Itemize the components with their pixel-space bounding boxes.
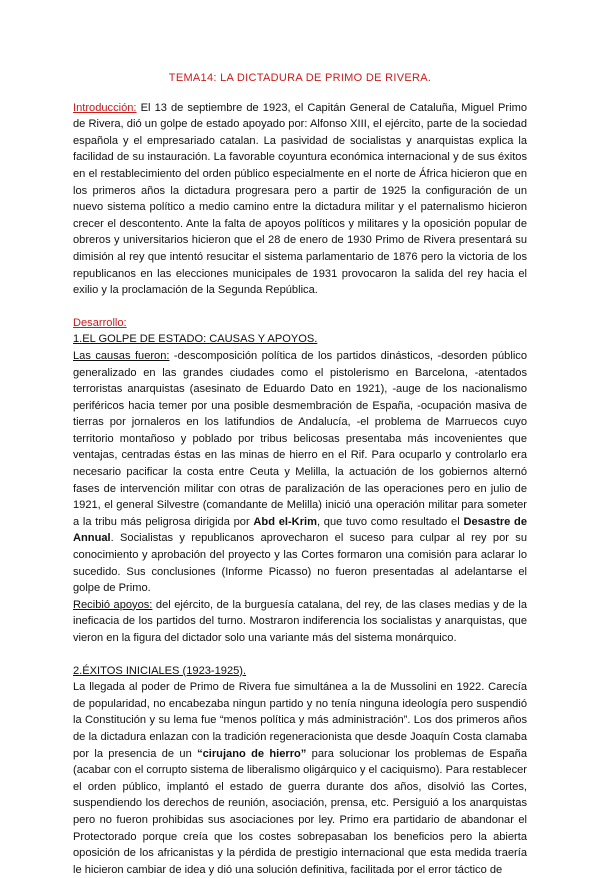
apoyos-label: Recibió apoyos: [73,598,153,611]
causas-text-a: -descomposición política de los partidos dinásticos, -desorden público generalizado en las grandes ciudades como el pistolerismo en Barcelona, -atentados terroristas anarquistas (asesinato de Eduardo Dato en 1921), -auge de los nacionalismo periféricos hacia temer por una posible desmembración de España, -ocupación masiva de tierras por jornaleros en los latifundios de Andalucía, -el problema de Marruecos cuyo territorio montañoso y poblado por tribus belicosas presentaba más incovenientes que ventajas, centradas éstas en las minas de hierro en el Rif. Para ocuparlo y controlarlo era necesario pacificar la costa entre Ceuta y Melilla, la actuación de los gobiernos alternó fases de intervención militar con otras de paralización de las operaciones pero en julio de 1921, el general Silvestre (comandante de Melilla) inició una operación militar para someter a la tribu más peligrosa dirigida por [73,349,527,528]
section2-heading: 2.ÉXITOS INICIALES (1923-1925). [73,664,247,677]
causas-text-b: , que tuvo como resultado el [316,515,464,528]
section2-heading-line [73,663,527,680]
causas-label: Las causas fueron: [73,349,170,362]
causas-text-c: . Socialistas y republicanos aprovecharon el suceso para culpar al rey por su conocimiento y aprobación del proyecto y las Cortes formaron una comisión para aclarar lo sucedido. Sus conclusiones (Informe Picasso) no fueron presentadas al adelantarse el golpe de Primo. [73,532,527,595]
desastre-annual-bold: Desastre de Annual [73,515,528,545]
section2-paragraph [73,679,527,878]
abd-el-krim-bold: Abd el-Krim [253,515,317,528]
section1-heading-line [73,331,527,348]
section2-text-b: para solucionar los problemas de España (acabar con el corrupto sistema de liberalismo oligárquico y el caciquismo). Para restablecer el orden público, implantó el estado de guerra durante dos años, disolvió las Cortes, suspendiendo los derechos de reunión, asociación, prensa, etc. Persiguió a los anarquistas pero no fueron prohibidas sus asociaciones por ley. Primo era partidario de abandonar el Protectorado porque creía que los costes sobrepasaban los beneficios pero la abierta oposición de los africanistas y la pérdida de prestigio internacional que esta medida traería le hicieron cambiar de idea y dió una solución definitiva, facilitada por el error táctico de [73,747,527,876]
section1-heading: 1.EL GOLPE DE ESTADO: CAUSAS Y APOYOS. [73,333,318,346]
document-title: TEMA14: LA DICTADURA DE PRIMO DE RIVERA. [168,72,432,84]
desarrollo-label: Desarrollo: [73,316,127,329]
intro-label: Introducción: [73,101,137,114]
intro-paragraph [73,100,527,299]
apoyos-text: del ejército, de la burguesía catalana, del rey, de las clases medias y de la ineficacia de los partidos del turno. Mostraron indiferencia los socialistas y anarquistas, que vieron en la figura del dictador solo una variante más del sistema monárquico. [73,598,528,644]
causas-paragraph [73,348,527,597]
intro-text: El 13 de septiembre de 1923, el Capitán General de Cataluña, Miguel Primo de Rivera, dió un golpe de estado apoyado por: Alfonso XIII, el ejército, parte de la sociedad española y el empresariado catalan. La pasividad de socialistas y anarquistas explica la facilidad de su instauración. La favorable coyuntura económica internacional y de sus éxitos en el restablecimiento del orden público especialmente en el norte de África hicieron que en los primeros años la dictadura progresara pero a partir de 1925 la configuración de un nuevo sistema político a medio camino entre la dictadura militar y el paternalismo hicieron crecer el descontento. Ante la falta de apoyos políticos y militares y la oposición popular de obreros y universitarios hicieron que el 28 de enero de 1930 Primo de Rivera presentará su dimisión al rey que intentó resucitar el sistema parlamentario de 1876 pero la victoria de los republicanos en las elecciones municipales de 1931 provocaron la salida del rey hacia el exilio y la proclamación de la Segunda República. [73,101,527,297]
section2-text-a: La llegada al poder de Primo de Rivera fue simultánea a la de Mussolini en 1922. Carecía de popularidad, no encabezaba ningun partido y no tenía ninguna ideología pero suspendió la Constitución y su lema fue “menos política y más administración”. Los dos primeros años de la dictadura enlazan con la tradición regeneracionista que desde Joaquín Costa clamaba por la presencia de un [73,681,527,760]
apoyos-paragraph [73,597,527,647]
desarrollo-label-line [73,315,527,332]
cirujano-de-hierro-bold: “cirujano de hierro” [197,747,307,760]
